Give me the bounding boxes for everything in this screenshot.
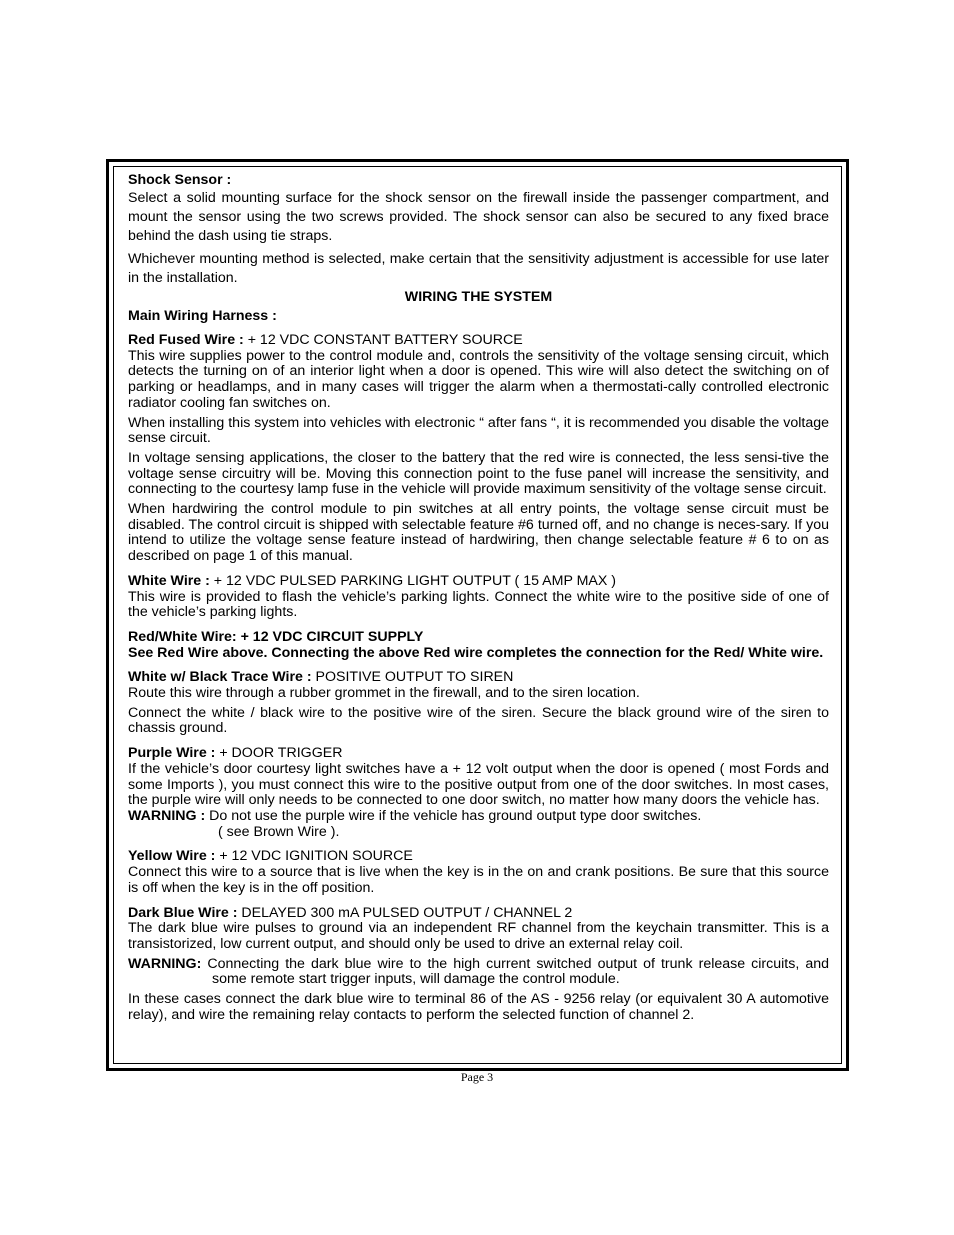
shock-sensor-heading: Shock Sensor : xyxy=(128,172,232,188)
purple-heading xyxy=(128,746,829,762)
white-wire-value: + 12 VDC PULSED PARKING LIGHT OUTPUT ( 15 AMP MAX ) xyxy=(209,572,617,589)
dark-blue-label: Dark Blue Wire : xyxy=(128,904,238,921)
shock-sensor-para-2: Whichever mounting method is selected, make certain that the sensitivity adjustment is accessible for use later in the installation. xyxy=(128,250,829,286)
red-fused-label: Red Fused Wire : xyxy=(128,331,244,348)
dark-blue-value: DELAYED 300 mA PULSED OUTPUT / CHANNEL 2 xyxy=(237,904,573,921)
shock-sensor-para-1: Select a solid mounting surface for the shock sensor on the firewall inside the passenger compartment, and mount the sensor using the two screws provided. The shock sensor can also be secured to any fixed brace behind the dash using tie straps. xyxy=(128,189,829,244)
red-fused-para-4: When hardwiring the control module to pin switches at all entry points, the voltage sense circuit must be disabled. The control circuit is shipped with selectable feature #6 turned off, and no change is neces-sary. If you intend to utilize the voltage sense feature instead of hardwiring, then change selectable feature # 6 to on as described on page 1 of this manual. xyxy=(128,501,829,565)
main-harness-heading: Main Wiring Harness : xyxy=(128,307,277,324)
white-black-label: White w/ Black Trace Wire : xyxy=(128,669,312,686)
yellow-heading xyxy=(128,849,829,865)
white-wire-label: White Wire : xyxy=(128,572,210,589)
dark-blue-para-1: The dark blue wire pulses to ground via an independent RF channel from the keychain transmitter. This is a transistorized, low current output, and should only be used to drive an external relay coil. xyxy=(128,920,829,952)
white-black-value: POSITIVE OUTPUT TO SIREN xyxy=(311,669,514,686)
purple-label: Purple Wire : xyxy=(128,745,216,762)
purple-value: + DOOR TRIGGER xyxy=(215,745,343,762)
red-fused-para-3: In voltage sensing applications, the closer to the battery that the red wire is connected, the less sensi-tive the voltage sense circuitry will be. Moving this connection point to the fuse panel will increase the sensitivity, and connecting to the courtesy lamp fuse in the vehicle will provide maximum sensitivity of the voltage sense circuit. xyxy=(128,449,829,498)
purple-warning-cont: ( see Brown Wire ). xyxy=(218,823,340,840)
dark-blue-warning xyxy=(128,957,829,988)
dark-blue-warning-text: Connecting the dark blue wire to the high current switched output of trunk release circuits, and some remote start trigger inputs, will damage the control module. xyxy=(201,955,829,988)
purple-para-1: If the vehicle’s door courtesy light switches have a + 12 volt output when the door is opened ( most Fords and some Imports ), you must connect this wire to the positive output from one of the door switches. In most cases, the purple wire will only needs to be connected to one door switch, no matter how many doors the vehicle has. xyxy=(128,760,829,809)
yellow-para-1: Connect this wire to a source that is live when the key is in the on and crank positions. Be sure that this source is off when the key is in the off position. xyxy=(128,864,829,896)
white-wire-para-1: This wire is provided to flash the vehicle’s parking lights. Connect the white wire to the positive side of one of the vehicle’s parking lights. xyxy=(128,588,829,621)
inner-border xyxy=(113,166,842,1064)
dark-blue-para-2: In these cases connect the dark blue wire to terminal 86 of the AS - 9256 relay (or equivalent 30 A automotive relay), and wire the remaining relay contacts to perform the selected function of channel 2. xyxy=(128,991,829,1023)
red-fused-heading xyxy=(128,332,829,349)
white-black-heading xyxy=(128,670,829,686)
red-fused-para-1: This wire supplies power to the control module and, controls the sensitivity of the voltage sensing circuit, which detects the turning on of an interior light when a door is opened. This wire will also detect the switching on of parking or headlamps, and in many cases will trigger the alarm when a thermostati-cally controlled electronic radiator cooling fan switches on. xyxy=(128,347,829,411)
yellow-label: Yellow Wire : xyxy=(128,848,216,865)
page-border xyxy=(106,159,849,1071)
purple-warning-label: WARNING : xyxy=(128,807,206,824)
yellow-value: + 12 VDC IGNITION SOURCE xyxy=(215,848,413,865)
purple-warning-text: Do not use the purple wire if the vehicle has ground output type door switches. xyxy=(205,807,702,824)
page-number: Page 3 xyxy=(460,1070,494,1084)
red-fused-para-2: When installing this system into vehicles with electronic “ after fans “, it is recommended you disable the voltage sense circuit. xyxy=(128,414,829,447)
red-fused-value: + 12 VDC CONSTANT BATTERY SOURCE xyxy=(243,331,523,348)
red-white-heading: Red/White Wire: + 12 VDC CIRCUIT SUPPLY xyxy=(128,628,424,645)
section-title: WIRING THE SYSTEM xyxy=(404,288,553,305)
white-black-para-1: Route this wire through a rubber grommet in the firewall, and to the siren location. xyxy=(128,685,640,702)
dark-blue-heading xyxy=(128,906,829,922)
dark-blue-warning-label: WARNING: xyxy=(128,955,202,972)
purple-warning xyxy=(128,809,829,825)
document-body xyxy=(128,173,829,1023)
white-wire-heading xyxy=(128,574,829,590)
red-white-para-1: See Red Wire above. Connecting the above Red wire completes the connection for the Red/ White wire. xyxy=(128,644,824,661)
white-black-para-2: Connect the white / black wire to the positive wire of the siren. Secure the black ground wire of the siren to chassis ground. xyxy=(128,704,829,737)
